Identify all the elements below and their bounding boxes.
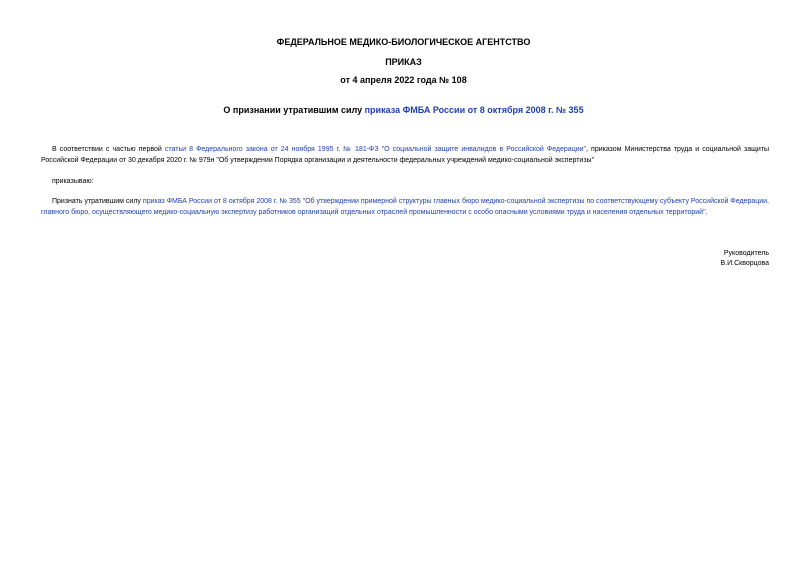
federal-law-link[interactable]: статьи 8 Федерального закона от 24 ноября 1995 г. № 181-ФЗ "О социальной защите инвалидов в Российской Федерации" — [164, 146, 587, 153]
signature-name: В.И.Скворцова — [720, 260, 769, 267]
signature-position: Руководитель — [723, 250, 769, 257]
document-dateline: от 4 апреля 2022 года № 108 — [340, 75, 467, 85]
heading-order-link[interactable]: приказа ФМБА России от 8 октября 2008 г. № 355 — [364, 105, 584, 115]
paragraph-decision-suffix: . — [705, 208, 708, 216]
paragraph-decision-prefix: Признать утратившим силу — [52, 198, 143, 205]
paragraph-decision — [41, 197, 769, 218]
paragraph-basis-rest: , приказом Министерства труда и социальной защиты Российской Федерации от 30 декабря 2020 г. № 979н "Об утверждении Порядка организации и деятельности федеральных учреждений медико-социальной экспертизы" — [41, 146, 769, 164]
repealed-order-link[interactable]: приказ ФМБА России от 8 октября 2008 г. № 355 "Об утверждении примерной структуры главных бюро медико-социальной экспертизы по соответствующему субъекту Российской Федерации, главного бюро, осуществляющего медико-социальную экспертизу работников организаций отдельных отраслей промышленности с особо опасными условиями труда и населения отдельных территорий" — [41, 198, 770, 216]
paragraph-order-word: приказываю: — [52, 178, 94, 185]
document-type: ПРИКАЗ — [385, 57, 422, 67]
agency-name: ФЕДЕРАЛЬНОЕ МЕДИКО-БИОЛОГИЧЕСКОЕ АГЕНТСТВО — [276, 37, 531, 47]
document-heading — [0, 105, 807, 115]
heading-prefix: О признании утратившим силу — [223, 105, 365, 115]
paragraph-basis-prefix: В соответствии с частью первой — [52, 146, 165, 153]
paragraph-basis — [41, 145, 769, 166]
